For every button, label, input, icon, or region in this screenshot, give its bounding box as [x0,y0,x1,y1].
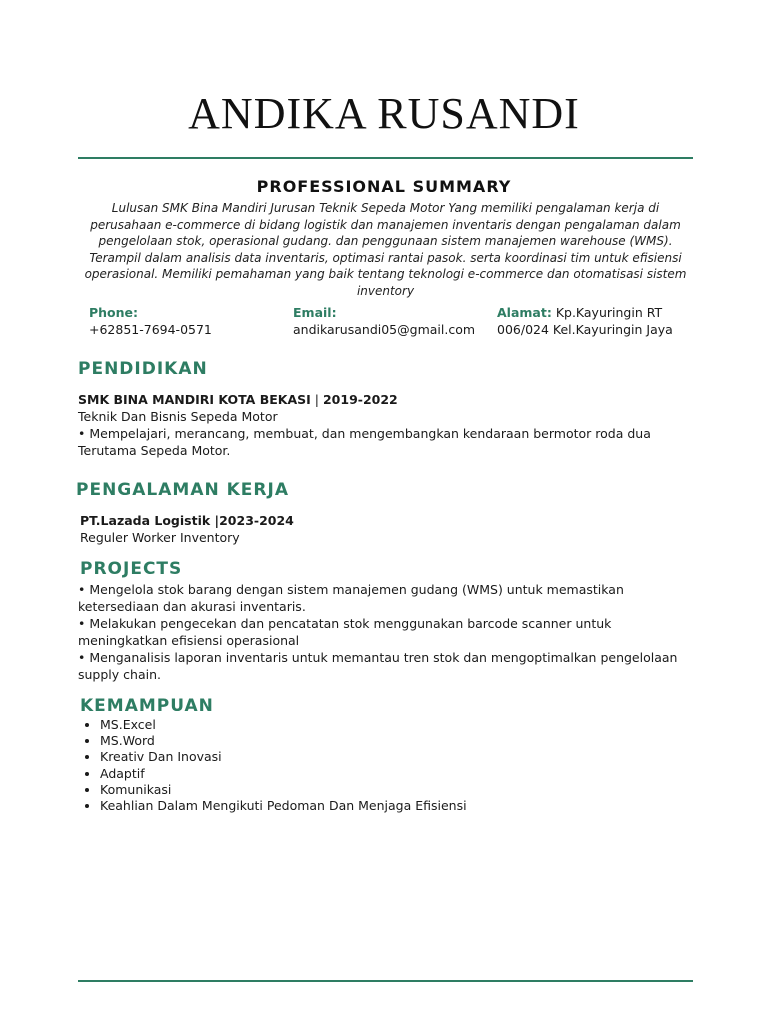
skills-list [78,717,467,814]
address-label: Alamat: [497,305,552,320]
bottom-divider [78,980,693,982]
skill-item: • Komunikasi [100,782,467,798]
project-item: • Menganalisis laporan inventaris untuk memantau tren stok dan mengoptimalkan pengelolaan supply chain. [78,650,678,682]
projects-heading: PROJECTS [80,559,183,579]
education-block [78,391,678,459]
school-years: 2019-2022 [322,392,398,407]
project-item: • Melakukan pengecekan dan pencatatan stok menggunakan barcode scanner untuk meningkatkan efisiensi operasional [78,616,612,648]
candidate-name: ANDIKA RUSANDI [188,89,580,138]
skill-item: • Keahlian Dalam Mengikuti Pedoman Dan Menjaga Efisiensi [100,798,467,814]
experience-heading: PENGALAMAN KERJA [76,480,289,500]
skill-item: • MS.Word [100,733,467,749]
job-role: Reguler Worker Inventory [80,530,240,545]
skill-item: • MS.Excel [100,717,467,733]
education-heading: PENDIDIKAN [78,359,208,379]
school-major: Teknik Dan Bisnis Sepeda Motor [78,409,278,424]
company-name: PT.Lazada Logistik |2023-2024 [80,513,294,528]
phone-label: Phone: [89,305,139,320]
summary-text: Lulusan SMK Bina Mandiri Jurusan Teknik Sepeda Motor Yang memiliki pengalaman kerja di perusahaan e-commerce di bidang logistik dan manajemen inventaris dengan pengalaman dalam pengelolaan stok, operasional gudang. dan penggunaan sistem manajemen warehouse (WMS). Terampil dalam analisis data inventaris, optimasi rantai pasok. serta koordinasi tim untuk efisiensi operasional. Memiliki pemahaman yang baik tentang teknologi e-commerce dan otomatisasi sistem inventory [84,201,687,298]
contact-email [293,304,475,338]
top-divider [78,157,693,159]
skill-item: • Kreativ Dan Inovasi [100,749,467,765]
address-line2: 006/024 Kel.Kayuringin Jaya [497,322,673,337]
skill-item: • Adaptif [100,766,467,782]
address-line1: Kp.Kayuringin RT [555,305,663,320]
skills-heading: KEMAMPUAN [80,696,214,716]
contact-phone [89,304,212,338]
phone-value: +62851-7694-0571 [89,322,212,337]
experience-block [80,512,680,546]
school-name: SMK BINA MANDIRI KOTA BEKASI [78,392,311,407]
email-value: andikarusandi05@gmail.com [293,322,476,337]
project-item: • Mengelola stok barang dengan sistem manajemen gudang (WMS) untuk memastikan ketersediaan dan akurasi inventaris. [78,582,624,614]
projects-list [78,581,693,683]
school-separator: | [314,392,319,407]
school-detail: • Mempelajari, merancang, membuat, dan mengembangkan kendaraan bermotor roda dua Terutama Sepeda Motor. [78,426,651,458]
summary-heading: PROFESSIONAL SUMMARY [256,177,512,196]
contact-address [497,304,697,338]
email-label: Email: [293,305,337,320]
